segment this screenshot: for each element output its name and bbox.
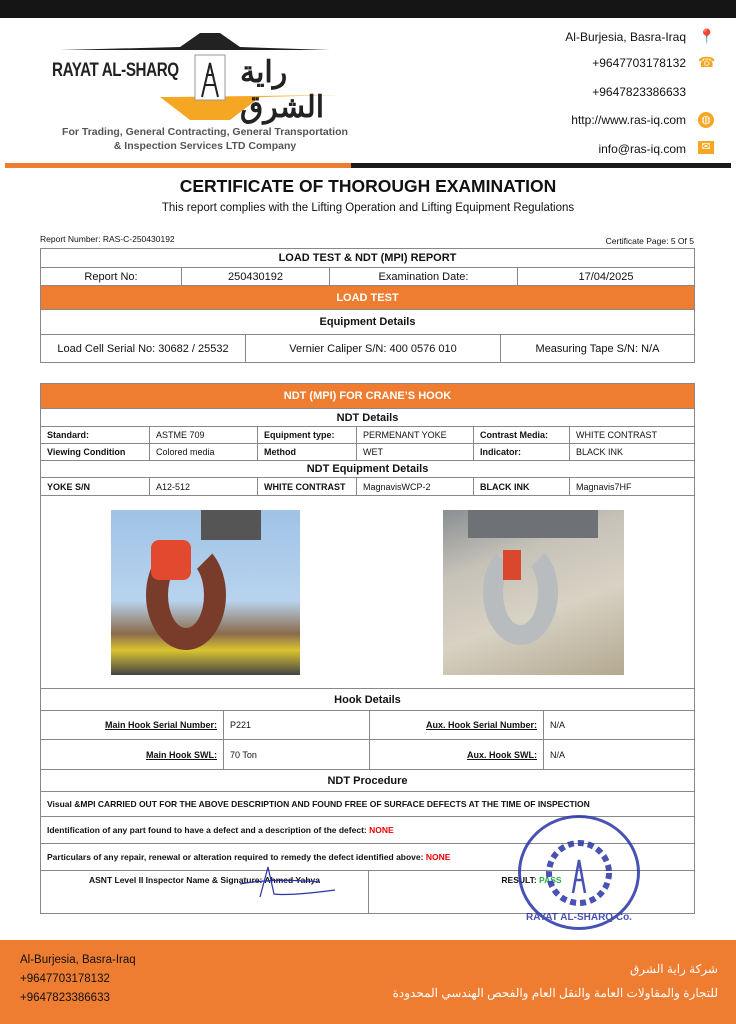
- signature-mark: [230, 862, 350, 902]
- paint-mark: [503, 550, 521, 580]
- white-contrast-value: MagnavisWCP-2: [357, 478, 474, 496]
- main-serial-label: Main Hook Serial Number:: [104, 720, 217, 730]
- exam-date-value: 17/04/2025: [518, 268, 695, 286]
- yoke-label: YOKE S/N: [41, 478, 150, 496]
- load-report-heading: LOAD TEST & NDT (MPI) REPORT: [41, 249, 695, 268]
- hook-block: [468, 510, 598, 538]
- ndt-equipment-heading: NDT Equipment Details: [41, 461, 695, 478]
- aux-serial-value: N/A: [544, 711, 695, 740]
- viewing-label: Viewing Condition: [41, 444, 150, 461]
- procedure-visual: Visual &MPI CARRIED OUT FOR THE ABOVE DESCRIPTION AND FOUND FREE OF SURFACE DEFECTS AT THE TIME OF INSPECTION: [41, 792, 695, 817]
- globe-icon: ◍: [698, 112, 714, 128]
- method-value: WET: [357, 444, 474, 461]
- header-phone-1: +9647703178132: [592, 56, 686, 70]
- hook-table: [40, 710, 695, 770]
- hook-details-heading: Hook Details: [41, 689, 695, 711]
- certificate-page: Certificate Page: 5 Of 5: [605, 236, 694, 246]
- footer: [0, 940, 736, 1024]
- header-email[interactable]: info@ras-iq.com: [598, 142, 686, 156]
- method-label: Method: [258, 444, 357, 461]
- page-subtitle: This report complies with the Lifting Operation and Lifting Equipment Regulations: [161, 202, 575, 214]
- equipment-type-label: Equipment type:: [258, 427, 357, 444]
- particulars-value: NONE: [425, 852, 451, 862]
- main-swl-label: Main Hook SWL:: [146, 749, 217, 760]
- black-ink-label: BLACK INK: [474, 478, 570, 496]
- result-value: PASS: [539, 875, 562, 885]
- hook-block: [201, 510, 261, 540]
- yoke-value: A12-512: [150, 478, 258, 496]
- email-icon: ✉: [698, 141, 714, 154]
- company-logo: [40, 25, 360, 125]
- procedure-heading: NDT Procedure: [41, 770, 695, 792]
- report-number: Report Number: RAS-C-250430192: [40, 234, 175, 244]
- hook-photo-right: [443, 510, 624, 675]
- ndt-banner: NDT (MPI) FOR CRANE’S HOOK: [41, 384, 695, 409]
- aux-swl-label: Aux. Hook SWL:: [467, 749, 537, 760]
- tape-serial: Measuring Tape S/N: N/A: [501, 335, 695, 363]
- result-label: RESULT:: [501, 875, 540, 885]
- stamp-gear-icon: [521, 818, 637, 927]
- exam-date-label: Examination Date:: [330, 268, 518, 286]
- caliper-serial: Vernier Caliper S/N: 400 0576 010: [246, 335, 501, 363]
- equipment-details-heading: Equipment Details: [41, 310, 695, 335]
- load-test-table: [40, 248, 695, 335]
- location-pin-icon: 📍: [698, 28, 716, 44]
- hook-photo-left: [111, 510, 300, 675]
- footer-arabic-company: شركة راية الشرق: [629, 962, 718, 976]
- viewing-value: Colored media: [150, 444, 258, 461]
- contrast-value: WHITE CONTRAST: [570, 427, 695, 444]
- main-serial-value: P221: [224, 711, 370, 740]
- logo-arabic: راية الشرق: [240, 56, 325, 124]
- indicator-label: Indicator:: [474, 444, 570, 461]
- main-swl-value: 70 Ton: [224, 740, 370, 770]
- footer-contact: Al-Burjesia, Basra-Iraq +9647703178132 +9647823386633: [20, 954, 136, 1004]
- report-no-value: 250430192: [182, 268, 330, 286]
- contrast-label: Contrast Media:: [474, 427, 570, 444]
- black-ink-value: Magnavis7HF: [570, 478, 695, 496]
- equipment-type-value: PERMENANT YOKE: [357, 427, 474, 444]
- ndt-details-heading: NDT Details: [41, 409, 695, 427]
- standard-value: ASTME 709: [150, 427, 258, 444]
- phone-icon: ☎: [698, 54, 716, 70]
- identification-label: Identification of any part found to have a defect and a description of the defect:: [47, 825, 370, 835]
- header-divider-orange: [5, 163, 351, 168]
- tagline: For Trading, General Contracting, General Transportation & Inspection Services LTD Company: [62, 126, 348, 152]
- report-no-label: Report No:: [41, 268, 182, 286]
- header-website[interactable]: http://www.ras-iq.com: [571, 113, 686, 127]
- logo-text: RAYAT AL-SHARQ: [52, 60, 179, 81]
- white-contrast-label: WHITE CONTRAST: [258, 478, 357, 496]
- aux-swl-value: N/A: [544, 740, 695, 770]
- identification-value: NONE: [369, 825, 394, 835]
- paint-mark: [151, 540, 191, 580]
- load-cell-serial: Load Cell Serial No: 30682 / 25532: [41, 335, 246, 363]
- header-divider-black: [351, 163, 731, 168]
- top-bar: [0, 0, 736, 18]
- indicator-value: BLACK INK: [570, 444, 695, 461]
- header-address: Al-Burjesia, Basra-Iraq: [565, 30, 686, 44]
- load-test-banner: LOAD TEST: [41, 286, 695, 310]
- page-title: CERTIFICATE OF THOROUGH EXAMINATION: [179, 176, 557, 196]
- standard-label: Standard:: [41, 427, 150, 444]
- header-phone-2: +9647823386633: [592, 85, 686, 99]
- company-stamp: RAYAT AL-SHARQ Co.: [518, 815, 640, 930]
- footer-arabic-tagline: للتجارة والمقاولات العامة والنقل العام والفحص الهندسي المحدودة: [392, 986, 718, 1000]
- inspector-signature: ASNT Level II Inspector Name & Signature: Ahmed Yahya: [41, 871, 369, 914]
- equipment-row: [40, 334, 695, 363]
- aux-serial-label: Aux. Hook Serial Number:: [425, 720, 537, 730]
- particulars-label: Particulars of any repair, renewal or alteration required to remedy the defect identified above:: [47, 852, 426, 862]
